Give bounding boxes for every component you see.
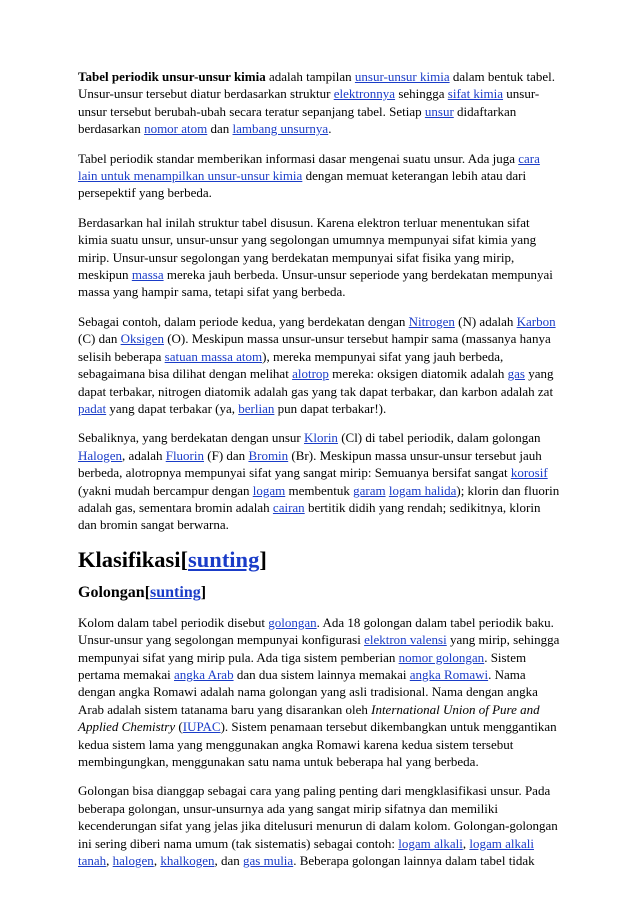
inline-link[interactable]: Nitrogen: [408, 313, 455, 329]
inline-link[interactable]: Fluorin: [165, 447, 205, 463]
text-run: Sebagai contoh, dalam periode kedua, yang berdekatan dengan: [78, 313, 409, 329]
text-run: ,: [153, 853, 161, 869]
text-run: dan dua sistem lainnya memakai: [233, 666, 410, 682]
inline-link[interactable]: Oksigen: [120, 331, 164, 347]
heading-golongan: Golongan[sunting]: [78, 583, 207, 601]
text-run: mereka: oksigen diatomik adalah: [328, 366, 508, 382]
inline-link[interactable]: Karbon: [516, 313, 556, 329]
intro-section: [78, 68, 560, 534]
inline-link[interactable]: Halogen: [78, 447, 123, 463]
text-run: (C) dan: [78, 331, 121, 347]
text-run: . Ada 18 golongan dalam tabel periodik baku. Unsur-unsur yang segolongan mempunyai konfigurasi: [78, 614, 554, 648]
paragraph: [78, 68, 560, 138]
text-run: . Nama dengan angka Romawi adalah nama golongan yang asli tradisional. Nama dengan angka Arab adalah sistem tatanama baru yang disarankan oleh: [78, 666, 538, 717]
inline-link[interactable]: sifat kimia: [447, 86, 504, 102]
paragraph: [78, 782, 560, 869]
inline-link[interactable]: lambang unsurnya: [232, 121, 329, 137]
text-run: Kolom dalam tabel periodik disebut: [78, 614, 269, 630]
text-run: .: [328, 121, 332, 137]
text-run: Berdasarkan hal inilah struktur tabel disusun. Karena elektron terluar menentukan sifat kimia suatu unsur, unsur-unsur yang segolongan umumnya mempunyai sifat kimia yang mirip. Unsur-unsur segolongan yang berdekatan mempunyai sifat fisika yang mirip, meskipun: [78, 214, 537, 283]
text-run: dan: [207, 121, 233, 137]
inline-link[interactable]: elektron valensi: [364, 632, 447, 648]
text-run: dengan memuat keterangan lebih atau dari persepektif yang berbeda.: [78, 168, 527, 201]
inline-link[interactable]: elektronnya: [333, 86, 396, 102]
text-run: (Br). Meskipun massa unsur-unsur tersebut jauh berbeda, alotropnya mempunyai sifat yang sangat mirip: Semuanya bersifat sangat: [78, 447, 542, 481]
paragraph: [78, 614, 560, 771]
paragraph: [78, 150, 560, 202]
inline-link[interactable]: berlian: [238, 400, 275, 416]
inline-link[interactable]: golongan: [268, 614, 317, 630]
text-run: adalah tampilan: [265, 69, 355, 84]
inline-link[interactable]: garam: [353, 482, 386, 498]
inline-link[interactable]: logam: [252, 482, 286, 498]
text-run: yang mirip, sehingga mempunyai sifat yang mirip pula. Ada tiga sistem pemberian: [78, 632, 560, 665]
inline-link[interactable]: alotrop: [292, 366, 329, 382]
paragraph: [78, 313, 560, 417]
text-run: Golongan bisa dianggap sebagai cara yang paling penting dari mengklasifikasi unsur. Pada beberapa golongan, unsur-unsurnya ada yang sangat mirip sifatnya dan memiliki kecenderungan sifat yang jelas jika ditelusuri menurun di dalam kolom. Golongan-golongan ini sering diberi nama umum (tak sistematis) sebagai contoh:: [78, 783, 558, 851]
inline-link[interactable]: nomor atom: [144, 121, 208, 137]
inline-link[interactable]: halogen: [112, 853, 154, 869]
text-run: yang dapat terbakar, nitrogen diatomik adalah gas yang tak dapat terbakar, dan karbon adalah zat: [78, 366, 554, 399]
text-run: mereka jauh berbeda. Unsur-unsur seperiode yang berdekatan mempunyai massa yang hampir sama, tetapi sifat yang berbeda.: [78, 267, 553, 300]
text-run: Tabel periodik standar memberikan informasi dasar mengenai suatu unsur. Ada juga: [78, 150, 519, 166]
bold-term: Tabel periodik unsur-unsur kimia: [78, 69, 266, 84]
text-run: (F) dan: [204, 447, 249, 463]
paragraph: [78, 429, 560, 533]
text-run: sehingga: [395, 86, 448, 102]
text-run: (: [175, 719, 183, 735]
inline-link[interactable]: cairan: [272, 499, 305, 515]
inline-link[interactable]: angka Romawi: [409, 666, 489, 682]
inline-link[interactable]: logam alkali: [398, 835, 463, 851]
text-run: ,: [462, 835, 470, 851]
text-run: (Cl) di tabel periodik, dalam golongan: [337, 430, 541, 446]
inline-link[interactable]: logam halida: [388, 482, 457, 498]
text-run: ); klorin dan fluorin adalah gas, sementara bromin adalah: [78, 482, 560, 515]
text-run: membentuk: [285, 482, 354, 498]
text-run: . Beberapa golongan lainnya dalam tabel tidak: [293, 853, 535, 869]
text-run: didaftarkan berdasarkan: [78, 103, 517, 137]
inline-link[interactable]: IUPAC: [182, 719, 221, 735]
text-run: , adalah: [122, 447, 166, 463]
text-run: pun dapat terbakar!).: [274, 400, 387, 416]
text-run: (O). Meskipun massa unsur-unsur tersebut hampir sama (massanya hanya selisih beberapa: [78, 331, 551, 364]
paragraph: [78, 214, 560, 301]
text-run: ), mereka mempunyai sifat yang jauh berbeda, sebagaimana bisa dilihat dengan melihat: [78, 348, 504, 382]
inline-link[interactable]: gas mulia: [243, 853, 294, 869]
text-run: unsur-unsur tersebut berubah-ubah secara teratur sepanjang tabel. Setiap: [78, 86, 540, 119]
inline-link[interactable]: unsur: [424, 103, 454, 119]
text-run: Sebaliknya, yang berdekatan dengan unsur: [78, 430, 304, 446]
inline-link[interactable]: korosif: [510, 465, 548, 481]
text-run: (N) adalah: [454, 313, 517, 329]
text-run: yang dapat terbakar (ya,: [106, 400, 239, 416]
heading-text: Golongan: [78, 583, 145, 601]
inline-link[interactable]: Klorin: [303, 430, 338, 446]
text-run: ). Sistem penamaan tersebut dikembangkan untuk menggantikan kedua sistem lama yang menggunakan angka Romawi karena kedua sistem tersebut membingungkan, menggunakan satu nama untuk beberapa hal yang berbeda.: [78, 719, 557, 769]
golongan-section: [78, 614, 560, 870]
text-run: , dan: [214, 853, 243, 869]
inline-link[interactable]: Bromin: [248, 447, 289, 463]
text-run: ,: [106, 853, 113, 869]
heading-text: Klasifikasi: [78, 546, 181, 572]
edit-link[interactable]: sunting: [188, 546, 260, 572]
inline-link[interactable]: satuan massa atom: [164, 348, 263, 364]
edit-link[interactable]: sunting: [150, 583, 201, 601]
italic-text: International Union of Pure and Applied Chemistry: [78, 701, 540, 735]
text-run: dalam bentuk tabel. Unsur-unsur tersebut diatur berdasarkan struktur: [78, 69, 556, 102]
inline-link[interactable]: gas: [507, 366, 525, 382]
inline-link[interactable]: logam alkali tanah: [78, 835, 534, 869]
inline-link[interactable]: padat: [78, 400, 107, 416]
inline-link[interactable]: cara lain untuk menampilkan unsur-unsur kimia: [78, 150, 540, 184]
inline-link[interactable]: massa: [131, 267, 164, 283]
heading-klasifikasi: Klasifikasi[sunting]: [78, 546, 267, 572]
text-run: (yakni mudah bercampur dengan: [78, 482, 253, 498]
inline-link[interactable]: unsur-unsur kimia: [354, 69, 450, 84]
text-run: bertitik didih yang rendah; sedikitnya, klorin dan bromin sangat berwarna.: [78, 499, 541, 533]
inline-link[interactable]: angka Arab: [174, 666, 234, 682]
inline-link[interactable]: nomor golongan: [398, 649, 485, 665]
text-run: . Sistem pertama memakai: [78, 649, 527, 682]
inline-link[interactable]: khalkogen: [160, 853, 215, 869]
